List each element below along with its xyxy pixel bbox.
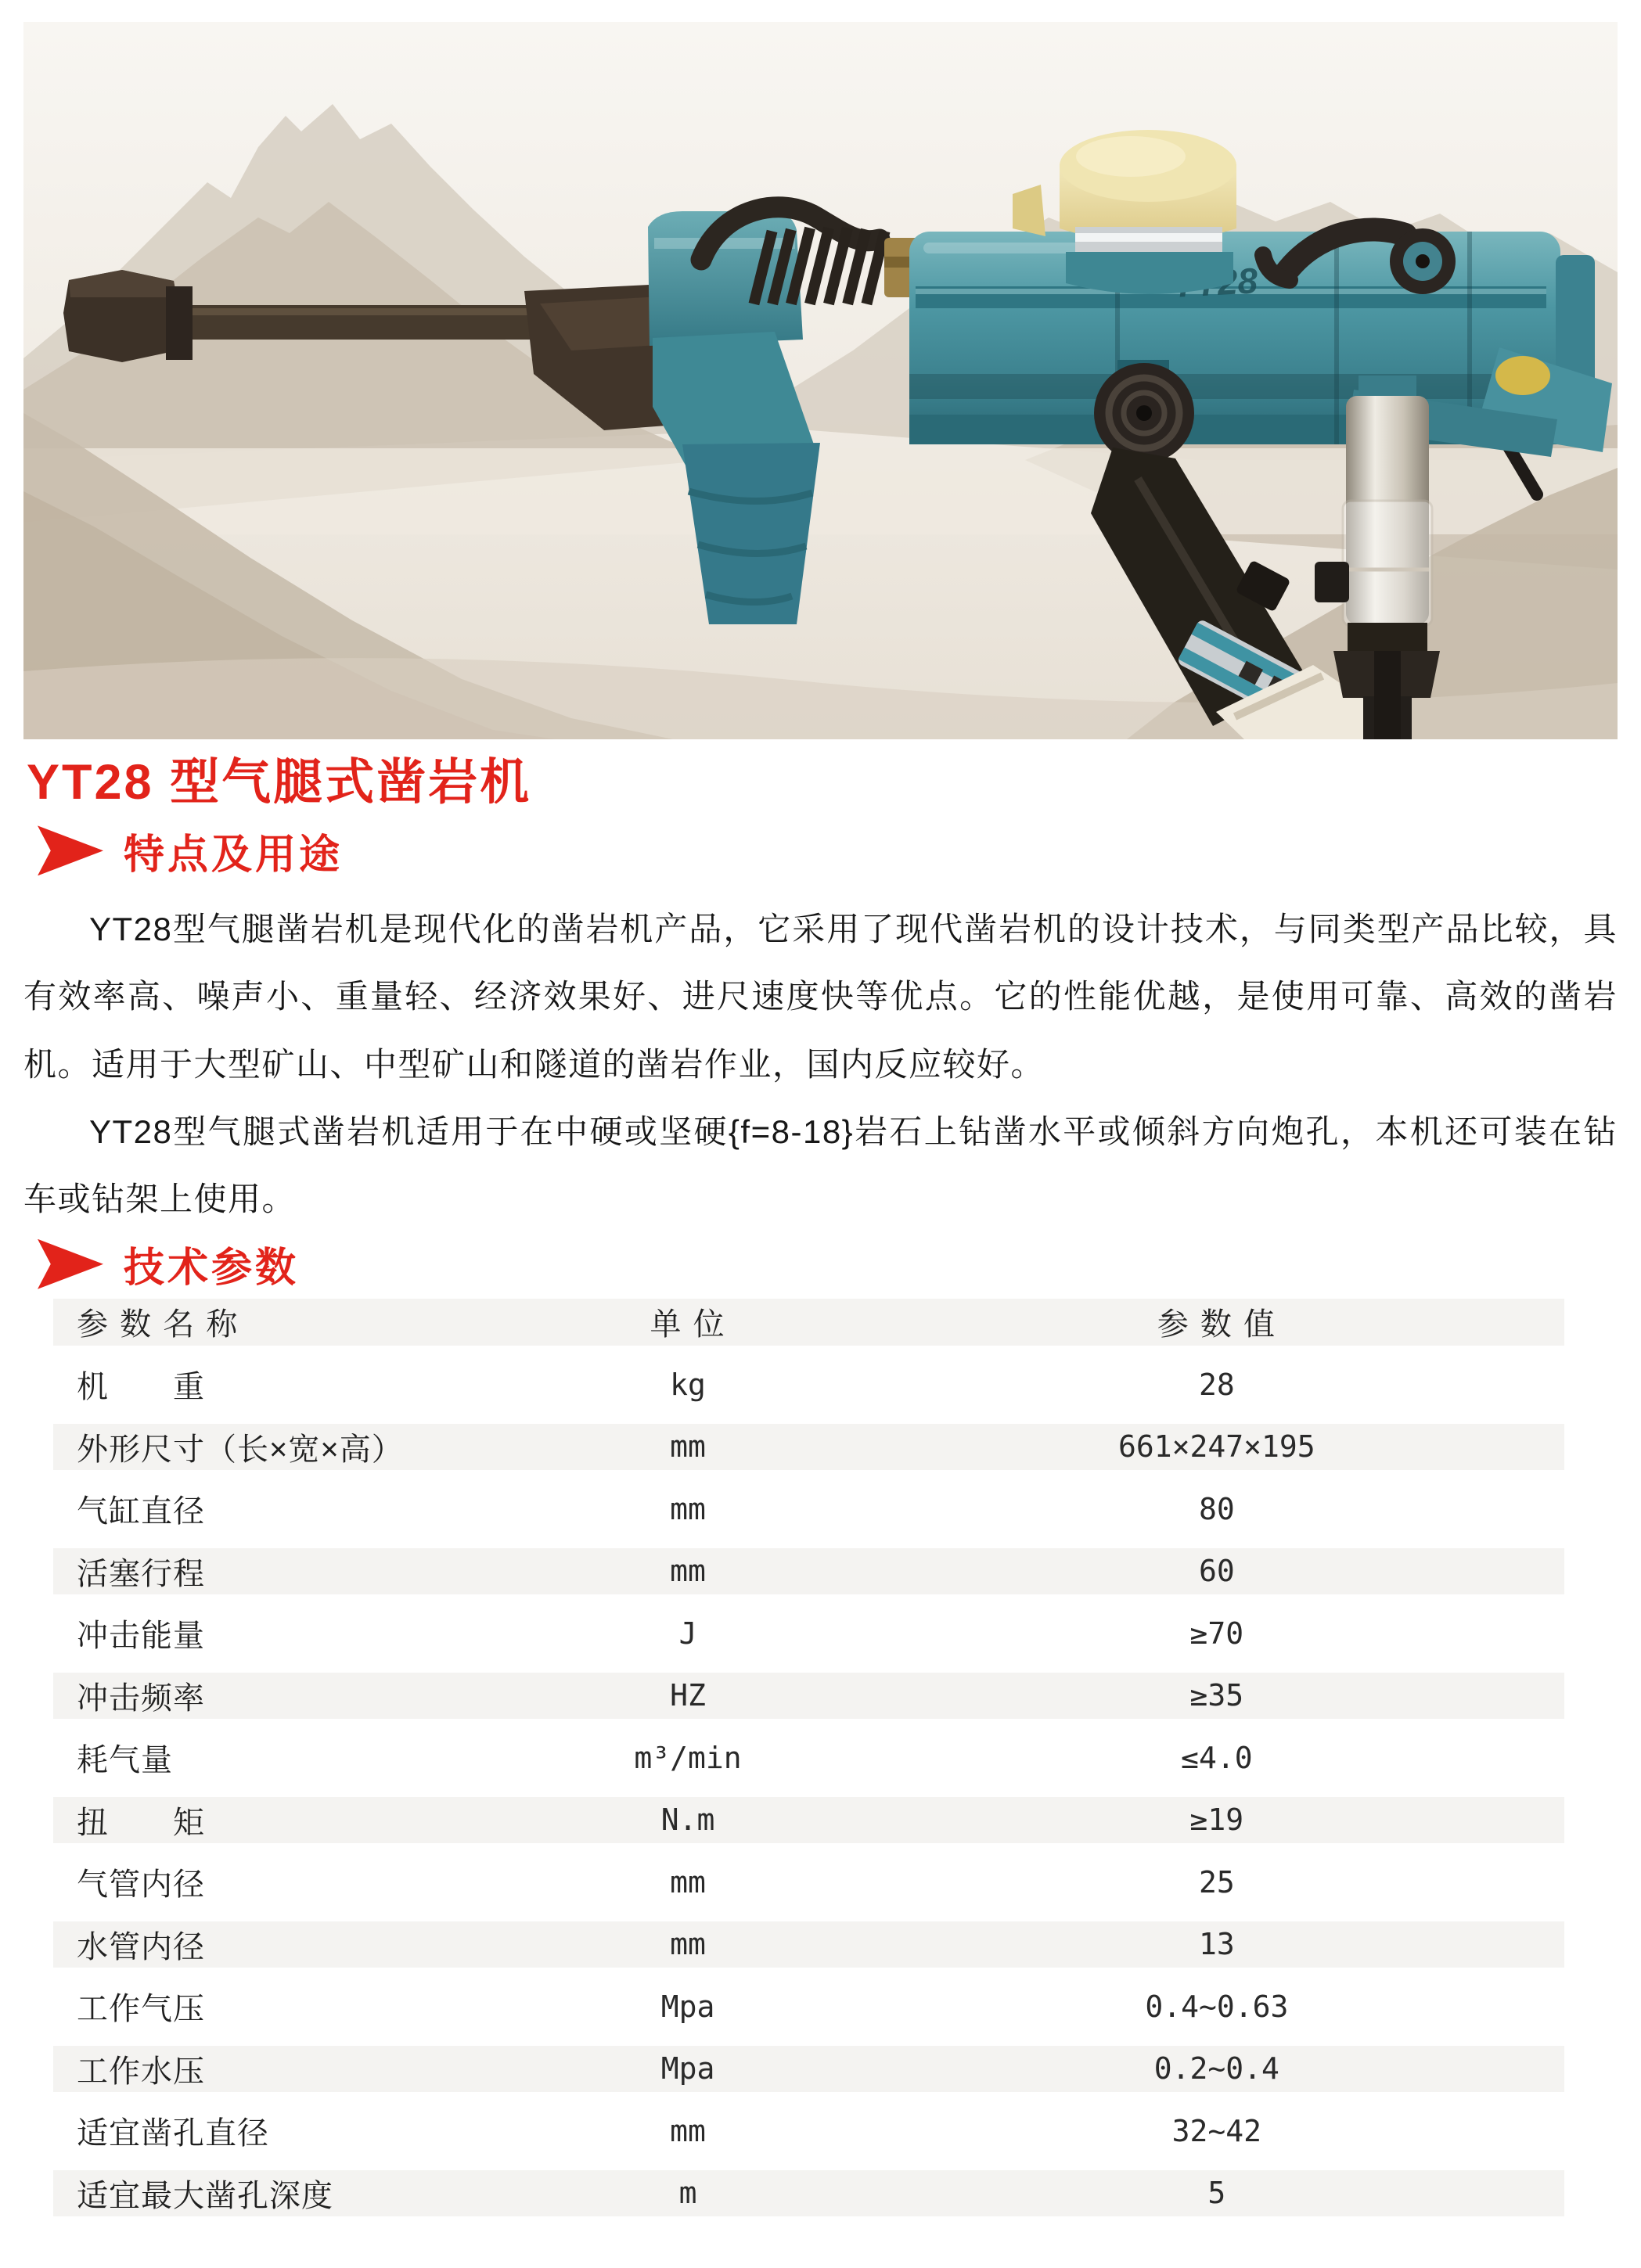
header-param-name: 参 数 名 称 xyxy=(77,1307,239,1342)
unit-cell: Mpa xyxy=(660,1989,715,2024)
arrow-icon xyxy=(38,1239,103,1289)
unit-cell: m xyxy=(678,2176,697,2211)
table-row xyxy=(53,1594,1564,1673)
value-cell: ≥70 xyxy=(1189,1616,1244,1651)
section-heading-label: 技术参数 xyxy=(124,1245,300,1292)
table-row xyxy=(53,1346,1564,1424)
spec-table-header xyxy=(53,1299,1564,1346)
table-header-row xyxy=(53,1299,1564,1346)
value-cell: 13 xyxy=(1198,1927,1235,1962)
param-name-cell: 气缸直径 xyxy=(77,1494,205,1529)
table-row xyxy=(53,2092,1564,2170)
section-heading-features xyxy=(38,821,1641,880)
unit-cell: J xyxy=(678,1616,697,1651)
param-name-cell: 工作气压 xyxy=(77,1992,205,2027)
value-cell: 5 xyxy=(1207,2176,1226,2211)
table-row xyxy=(53,1797,1564,1843)
value-cell: ≥35 xyxy=(1189,1678,1244,1713)
table-row xyxy=(53,1719,1564,1797)
value-cell: ≥19 xyxy=(1189,1803,1244,1838)
param-name-cell: 工作水压 xyxy=(77,2054,205,2089)
unit-cell: mm xyxy=(670,1429,706,1465)
param-name-cell: 外形尺寸（长×宽×高） xyxy=(77,1432,404,1467)
param-name-cell: 适宜凿孔直径 xyxy=(77,2116,269,2151)
section-heading-label: 特点及用途 xyxy=(124,832,344,878)
table-row xyxy=(53,1843,1564,1921)
header-value: 参 数 值 xyxy=(1157,1307,1276,1342)
unit-cell: mm xyxy=(670,1491,706,1526)
unit-cell: mm xyxy=(670,1864,706,1900)
param-name-cell: 气管内径 xyxy=(77,1867,205,1903)
value-cell: 0.4~0.63 xyxy=(1145,1989,1289,2024)
table-row xyxy=(53,1968,1564,2046)
spec-table xyxy=(53,1299,1564,2216)
table-row xyxy=(53,2046,1564,2092)
description-paragraph: YT28型气腿式凿岩机适用于在中硬或坚硬{f=8-18}岩石上钻凿水平或倾斜方向炮孔，本机还可装在钻车或钻架上使用。 xyxy=(23,1112,1618,1217)
table-row xyxy=(53,1921,1564,1968)
product-photo xyxy=(23,22,1618,739)
param-name-cell: 活塞行程 xyxy=(77,1556,205,1591)
header-unit: 单 位 xyxy=(650,1307,726,1342)
arrow-icon xyxy=(38,825,103,875)
value-cell: ≤4.0 xyxy=(1181,1740,1253,1775)
param-name-cell: 耗气量 xyxy=(77,1743,173,1778)
page xyxy=(0,22,1641,2268)
spec-table-body xyxy=(53,1346,1564,2216)
value-cell: 60 xyxy=(1198,1554,1235,1589)
product-photo-svg xyxy=(23,22,1618,739)
table-row xyxy=(53,1548,1564,1594)
param-name-cell: 冲击能量 xyxy=(77,1619,205,1654)
unit-cell: mm xyxy=(670,1554,706,1589)
table-row xyxy=(53,2170,1564,2216)
table-row xyxy=(53,1424,1564,1470)
section-heading-specs xyxy=(38,1235,1641,1294)
description-paragraph: YT28型气腿凿岩机是现代化的凿岩机产品，它采用了现代凿岩机的设计技术，与同类型产品比较，具有效率高、噪声小、重量轻、经济效果好、进尺速度快等优点。它的性能优越，是使用可靠、高效的凿岩机。适用于大型矿山、中型矿山和隧道的凿岩作业，国内反应较好。 xyxy=(23,911,1618,1083)
unit-cell: kg xyxy=(670,1367,706,1402)
value-cell: 661×247×195 xyxy=(1118,1429,1315,1465)
page-title: YT28 型气腿式凿岩机 xyxy=(27,755,532,810)
param-name-cell: 适宜最大凿孔深度 xyxy=(77,2178,333,2213)
feature-description xyxy=(23,896,1618,1232)
value-cell: 28 xyxy=(1198,1367,1235,1402)
param-name-cell: 冲击频率 xyxy=(77,1680,205,1716)
unit-cell: m³/min xyxy=(634,1740,742,1775)
value-cell: 80 xyxy=(1198,1491,1235,1526)
param-name-cell: 扭 矩 xyxy=(77,1805,205,1840)
param-name-cell: 水管内径 xyxy=(77,1929,205,1964)
unit-cell: mm xyxy=(670,1927,706,1962)
value-cell: 25 xyxy=(1198,1864,1235,1900)
unit-cell: N.m xyxy=(660,1803,715,1838)
table-row xyxy=(53,1673,1564,1719)
unit-cell: mm xyxy=(670,2113,706,2148)
unit-cell: HZ xyxy=(670,1678,706,1713)
unit-cell: Mpa xyxy=(660,2051,715,2086)
value-cell: 32~42 xyxy=(1171,2113,1262,2148)
value-cell: 0.2~0.4 xyxy=(1153,2051,1279,2086)
table-row xyxy=(53,1470,1564,1548)
param-name-cell: 机 重 xyxy=(77,1370,205,1405)
